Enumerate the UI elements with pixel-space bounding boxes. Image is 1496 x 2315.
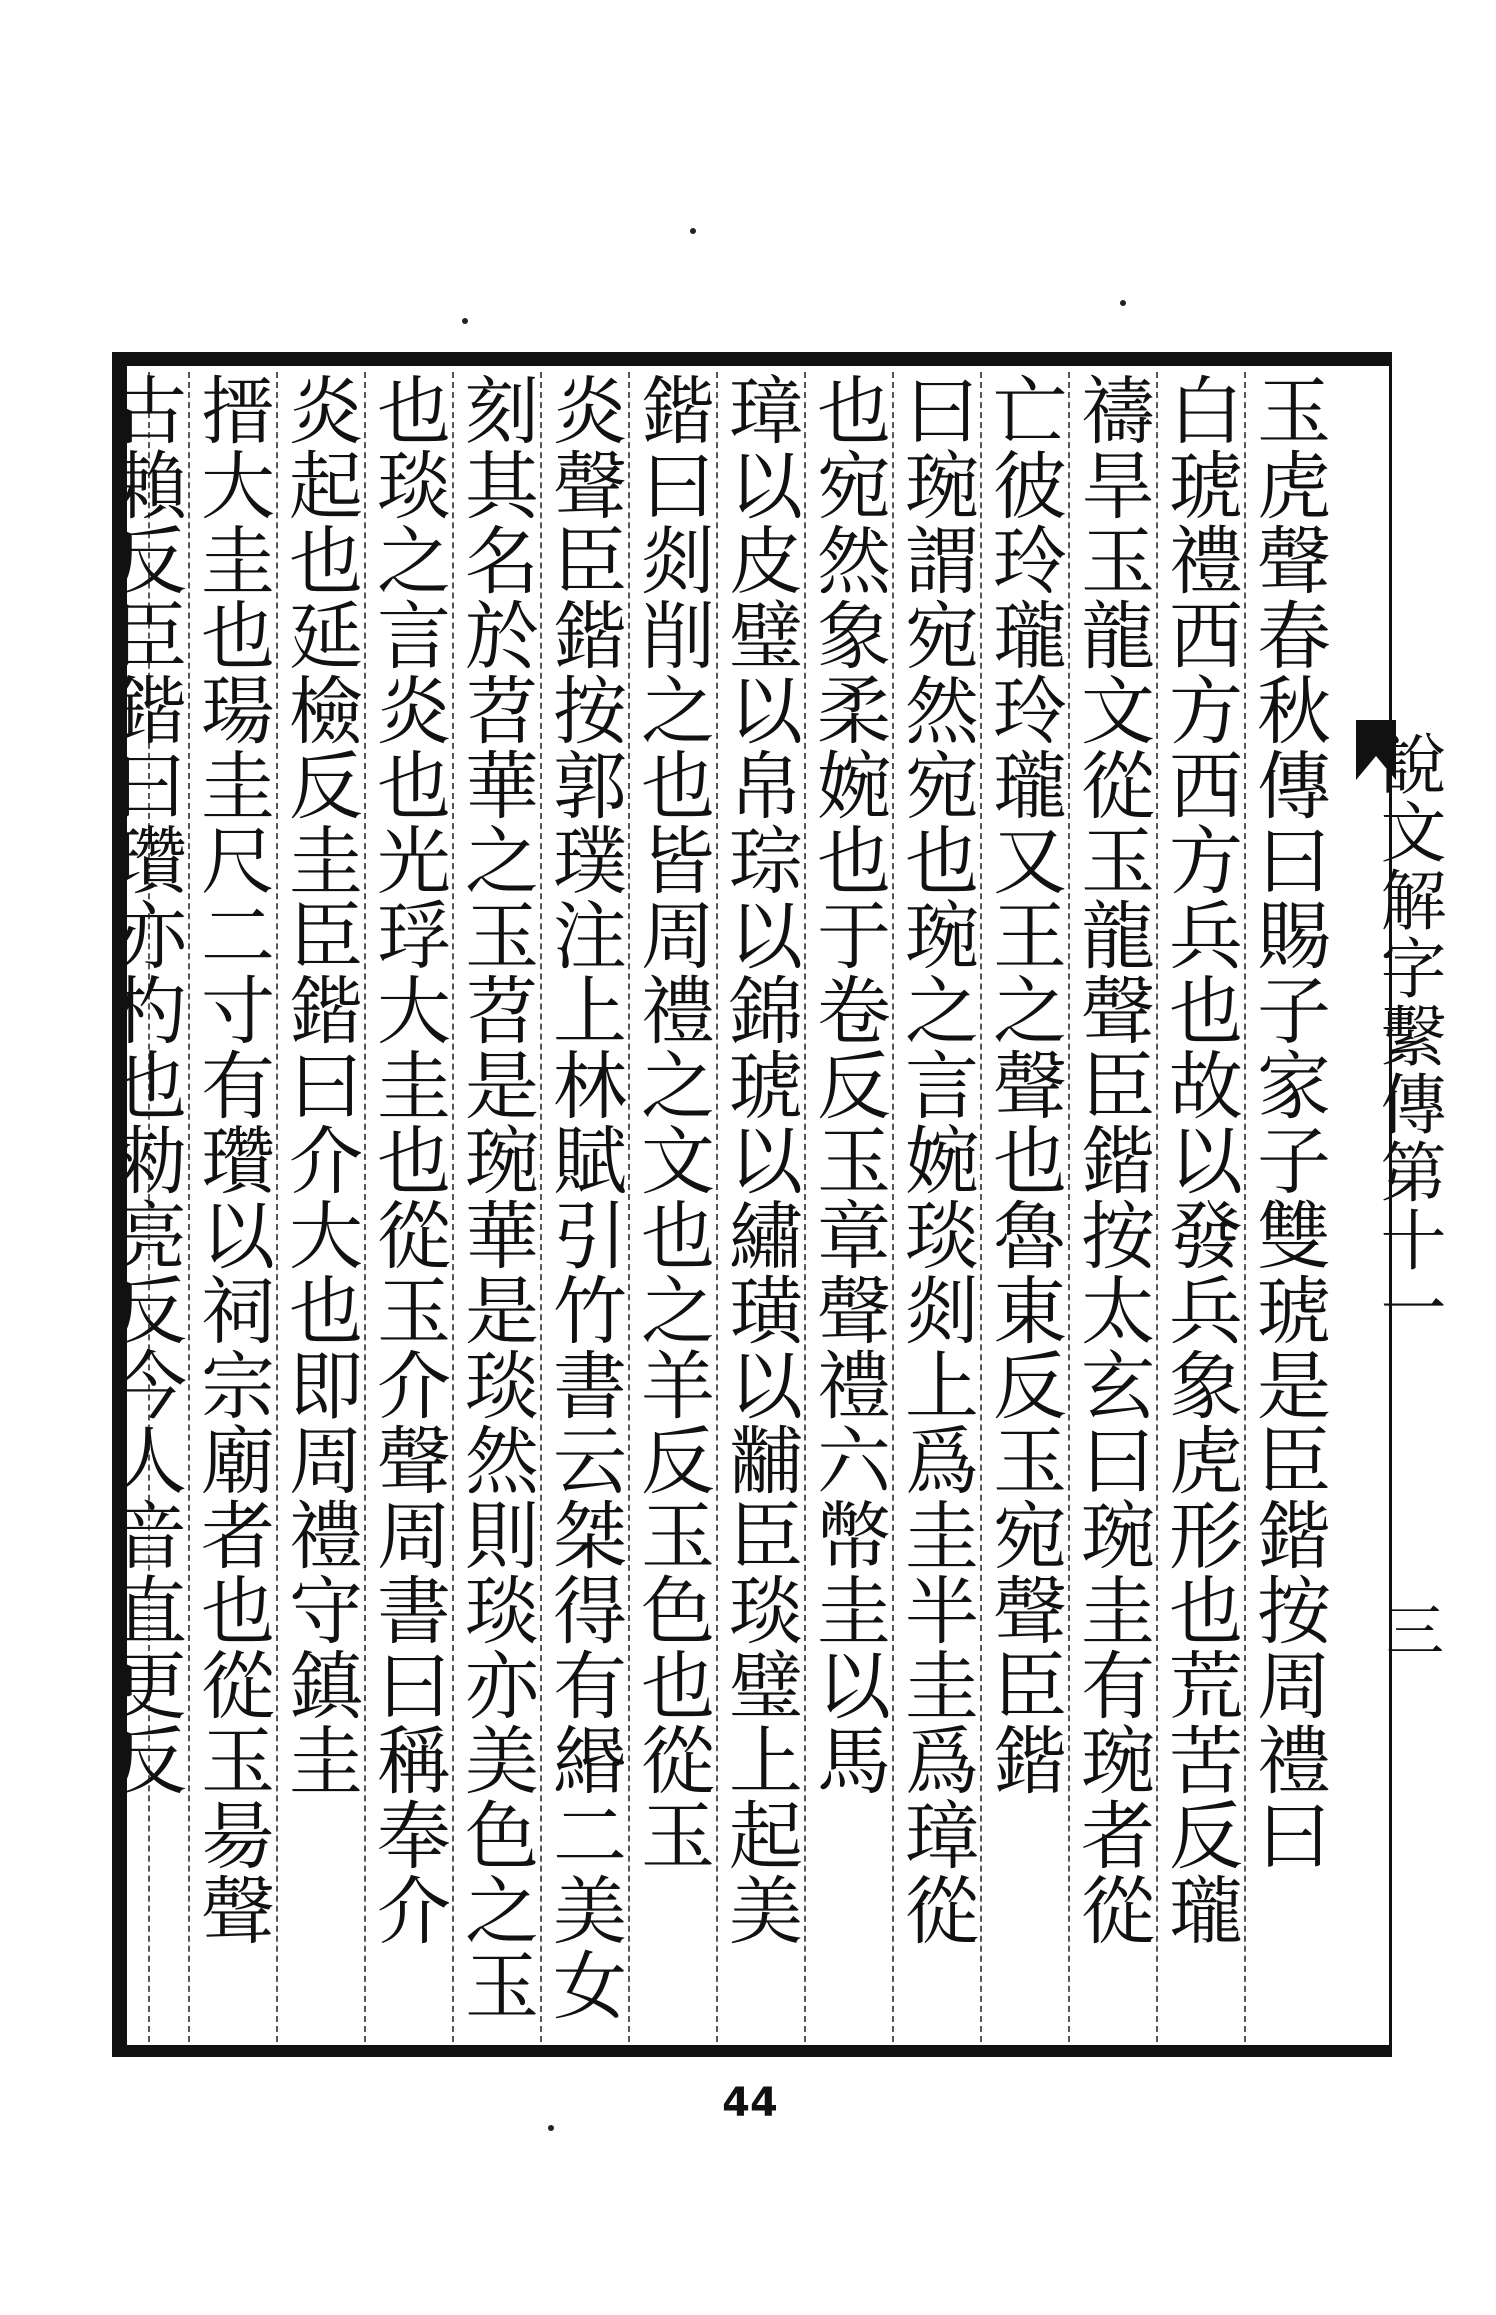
speck	[1120, 300, 1126, 306]
speck	[690, 228, 696, 234]
text-column-3: 禱旱玉龍文從玉龍聲臣鍇按太玄曰琬圭有琬者從	[1068, 372, 1156, 2042]
text-column-9: 炎聲臣鍇按郭璞注上林賦引竹書云桀得有緡二美女	[540, 372, 628, 2042]
side-title: 說文解字繫傳第十一	[1369, 730, 1446, 1342]
text-column-7: 璋以皮璧以帛琮以錦琥以繡璜以黼臣琰璧上起美	[716, 372, 804, 2042]
text-column-6: 也宛然象柔婉也于卷反玉章聲禮六幣圭以馬	[804, 372, 892, 2042]
text-column-1: 玉虎聲春秋傳曰賜子家子雙琥是臣鍇按周禮曰	[1244, 372, 1332, 2042]
text-column-11: 也琰之言炎也光琈大圭也從玉介聲周書曰稱奉介	[364, 372, 452, 2042]
text-column-14: 古賴反臣鍇曰瓚亦杓也勑亮反今人音直更反	[148, 372, 188, 2042]
text-column-4: 亡彼玲瓏玲瓏又王之聲也魯東反玉宛聲臣鍇	[980, 372, 1068, 2042]
text-column-5: 曰琬謂宛然宛也琬之言婉琰剡上爲圭半圭爲璋從	[892, 372, 980, 2042]
text-column-12: 炎起也延檢反圭臣鍇曰介大也即周禮守鎮圭	[276, 372, 364, 2042]
text-column-13: 搢大圭也瑒圭尺二寸有瓚以祠宗廟者也從玉昜聲	[188, 372, 276, 2042]
page-number: 44	[722, 2080, 778, 2126]
text-column-8: 鍇曰剡削之也皆周禮之文也之羊反玉色也從玉	[628, 372, 716, 2042]
text-column-10: 刻其名於苕華之玉苕是琬華是琰然則琰亦美色之玉	[452, 372, 540, 2042]
side-leaf-number: 三	[1376, 1600, 1444, 1658]
speck	[548, 2125, 554, 2131]
text-columns	[101, 372, 1332, 2042]
speck	[462, 318, 468, 324]
text-column-2: 白琥禮西方西方兵也故以發兵象虎形也荒苦反瓏	[1156, 372, 1244, 2042]
